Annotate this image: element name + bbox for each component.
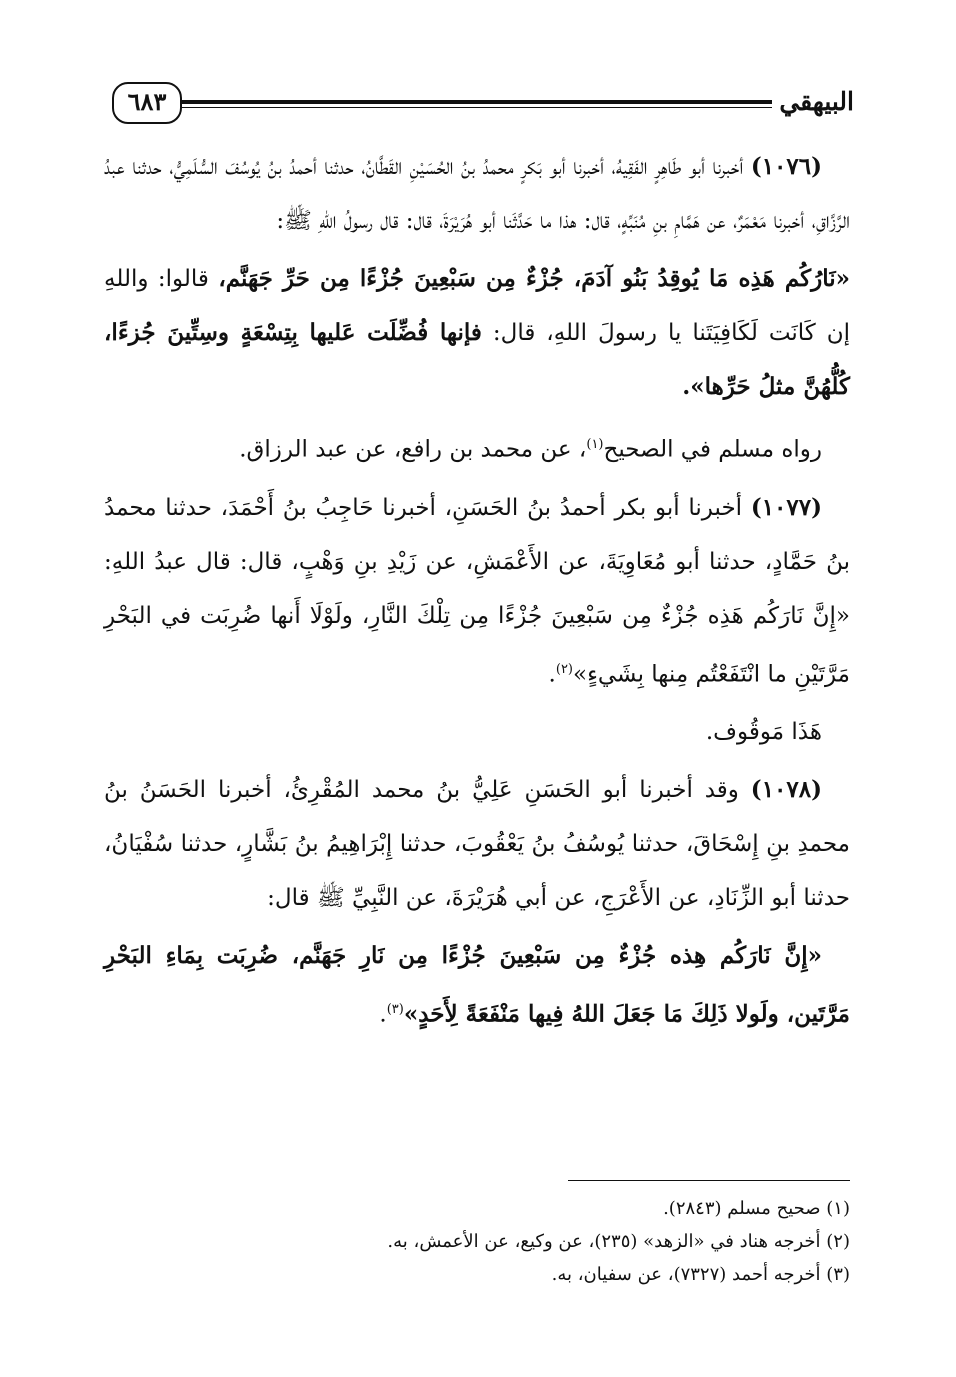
main-text: [104, 140, 850, 1046]
hadith-number: (١٠٧٦): [750, 153, 823, 180]
hadith-1076-matn: [104, 252, 850, 414]
footnote-3: (٣) أخرجه أحمد (٧٣٢٧)، عن سفيان، به.: [551, 1264, 850, 1285]
grading-note: هَذَا مَوقُوف.: [705, 719, 822, 746]
hadith-text: أخبرنا أبو بكر أحمدُ بنُ الحَسَنِ، أخبرنا حَاجِبُ بنُ أَحْمَدَ، حدثنا محمدُ بنُ حَمَّادٍ، حدثنا أبو مُعَاوِيَةَ، عن الأَعْمَشِ، عن زَيْدِ بنِ وَهْبٍ، قال: قال عبدُ اللهِ: «إِنَّ نَارَكُم هَذِه جُزْءٌ مِن سَبْعِينَ جُزْءًا مِن تِلْكَ النَّارِ، ولَوْلَا أَنها ضُرِبَت في البَحْرِ مَرَّتَيْنِ ما انْتَفَعْتُم مِنها بِشَيءٍ»: [104, 494, 850, 688]
hadith-1077-note: [104, 705, 850, 759]
hadith-number: (١٠٧٨): [750, 776, 822, 804]
footnote-separator: [568, 1180, 850, 1181]
hadith-quote: «نَارُكُم هَذِه مَا يُوقِدُ بَنُو آدَمَ، جُزْءٌ مِن سَبْعِينَ جُزْءًا مِن حَرِّ جَهَنَّم،: [218, 265, 850, 292]
running-title: البيهقي: [779, 87, 854, 116]
hadith-quote-end: فإنها فُضِّلَت عَليها بِتِسْعَةٍ وسِتِّينَ جُزءًا، كُلُّهُنَّ مثلُ حَرِّها».: [104, 319, 850, 400]
footnote-2: (٢) أخرجه هناد في «الزهد» (٢٣٥)، عن وكيع، عن الأعمش، به.: [387, 1231, 850, 1252]
hadith-1078-matn: [104, 929, 850, 1042]
hadith-chain: وقد أخبرنا أبو الحَسَنِ عَلِيُّ بنُ محمد المُقْرِئُ، أخبرنا الحَسَنُ بنُ محمدِ بنِ إِسْحَاقَ، حدثنا يُوسُفُ بنُ يَعْقُوبَ، حدثنا إِبْرَاهِيمُ بنُ بَشَّارٍ، حدثنا سُفْيَانُ، حدثنا أبو الزِّنَادِ، عن الأَعْرَجِ، عن أبي هُرَيْرَةَ، عن النَّبِيِّ ﷺ قال:: [104, 777, 850, 912]
hadith-1076: [104, 140, 850, 248]
hadith-1077: [104, 481, 850, 702]
footnote-1: (١) صحيح مسلم (٢٨٤٣).: [663, 1198, 850, 1219]
footnote-ref-1[interactable]: (١): [586, 437, 604, 452]
header-rule: [182, 100, 772, 104]
hadith-1078: [104, 763, 850, 925]
attribution-text: رواه مسلم في الصحيح: [603, 436, 822, 463]
footnote-ref-2[interactable]: (٢): [555, 661, 573, 677]
hadith-continuation: قالوا: واللهِ إن كَانَت لَكَافِيَتَنا يا رسولَ اللهِ، قال:: [104, 266, 850, 346]
attribution-end: ، عن محمد بن رافع، عن عبد الرزاق.: [239, 436, 587, 463]
sentence-end: .: [379, 1001, 387, 1028]
page-header: [112, 82, 854, 126]
hadith-number: (١٠٧٧): [750, 493, 823, 521]
page-number: ٦٨٣: [112, 82, 182, 124]
hadith-chain: أخبرنا أبو طَاهِرٍ الفَقِيهُ، أخبرنا أبو بَكرٍ محمدُ بنُ الحُسَيْنِ القَطَّانُ، حدثنا أحمدُ بنُ يُوسُفَ السُّلَمِيُّ، حدثنا عبدُ الرَّزَّاقِ، أخبرنا مَعْمَرٌ، عن هَمَّامِ بنِ مُنَبِّهٍ، قال: هذا ما حَدَّثَنا أبو هُرَيْرَةَ، قال: قال رسولُ اللهِ ﷺ:: [104, 154, 850, 234]
footnotes: [104, 1192, 850, 1291]
hadith-quote: «إِنَّ نَارَكُم هِذه جُزْءٌ مِن سَبْعِينَ جُزْءًا مِن نَارِ جَهَنَّم، ضُرِبَت بِمَاءِ البَحْرِ مَرَّتَين، ولَولا ذَلِكَ مَا جَعَلَ اللهُ فِيها مَنْفَعَةً لِأَحَدٍ»: [104, 942, 850, 1028]
footnote-ref-3[interactable]: (٣): [386, 1002, 404, 1018]
sentence-end: .: [548, 661, 556, 688]
hadith-1076-attribution: [104, 418, 850, 477]
